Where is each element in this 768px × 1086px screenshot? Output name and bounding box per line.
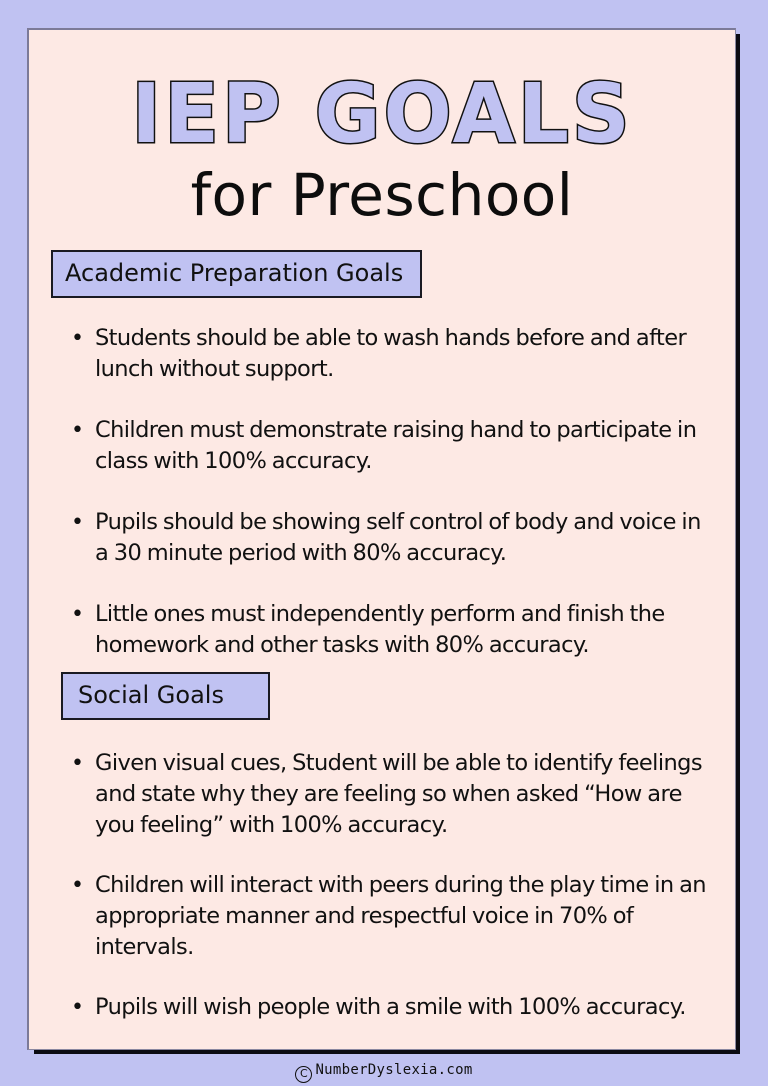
goal-text: Pupils should be showing self control of body and voice in a 30 minute period with 80% accuracy. xyxy=(95,509,701,566)
page-subtitle: for Preschool xyxy=(190,161,574,229)
goal-text: Children will interact with peers during the play time in an appropriate manner and respectful voice in 70% of intervals. xyxy=(95,872,706,960)
section-heading-academic: Academic Preparation Goals xyxy=(51,250,422,298)
goal-text: Pupils will wish people with a smile with 100% accuracy. xyxy=(95,994,686,1020)
list-item xyxy=(69,748,719,841)
site-name: NumberDyslexia.com xyxy=(315,1062,473,1078)
page-title: IEP GOALS xyxy=(131,67,633,162)
social-goals-list xyxy=(69,748,719,1052)
bullet-icon: • xyxy=(71,995,84,1020)
list-item xyxy=(69,323,719,385)
copyright-icon: C xyxy=(295,1066,312,1083)
bullet-icon: • xyxy=(71,602,84,627)
footer-credit xyxy=(0,1058,768,1083)
list-item xyxy=(69,992,719,1023)
goals-card xyxy=(27,28,736,1050)
academic-goals-list xyxy=(69,323,719,691)
goal-text: Given visual cues, Student will be able to identify feelings and state why they are feeling so when asked “How are you feeling” with 100% accuracy. xyxy=(95,750,702,838)
goal-text: Little ones must independently perform and finish the homework and other tasks with 80% accuracy. xyxy=(95,601,665,658)
list-item xyxy=(69,507,719,569)
bullet-icon: • xyxy=(71,326,84,351)
bullet-icon: • xyxy=(71,510,84,535)
bullet-icon: • xyxy=(71,751,84,776)
goal-text: Students should be able to wash hands before and after lunch without support. xyxy=(95,325,687,382)
section-heading-social: Social Goals xyxy=(61,672,270,720)
goal-text: Children must demonstrate raising hand to participate in class with 100% accuracy. xyxy=(95,417,697,474)
list-item xyxy=(69,870,719,963)
bullet-icon: • xyxy=(71,418,84,443)
list-item xyxy=(69,415,719,477)
list-item xyxy=(69,599,719,661)
bullet-icon: • xyxy=(71,873,84,898)
